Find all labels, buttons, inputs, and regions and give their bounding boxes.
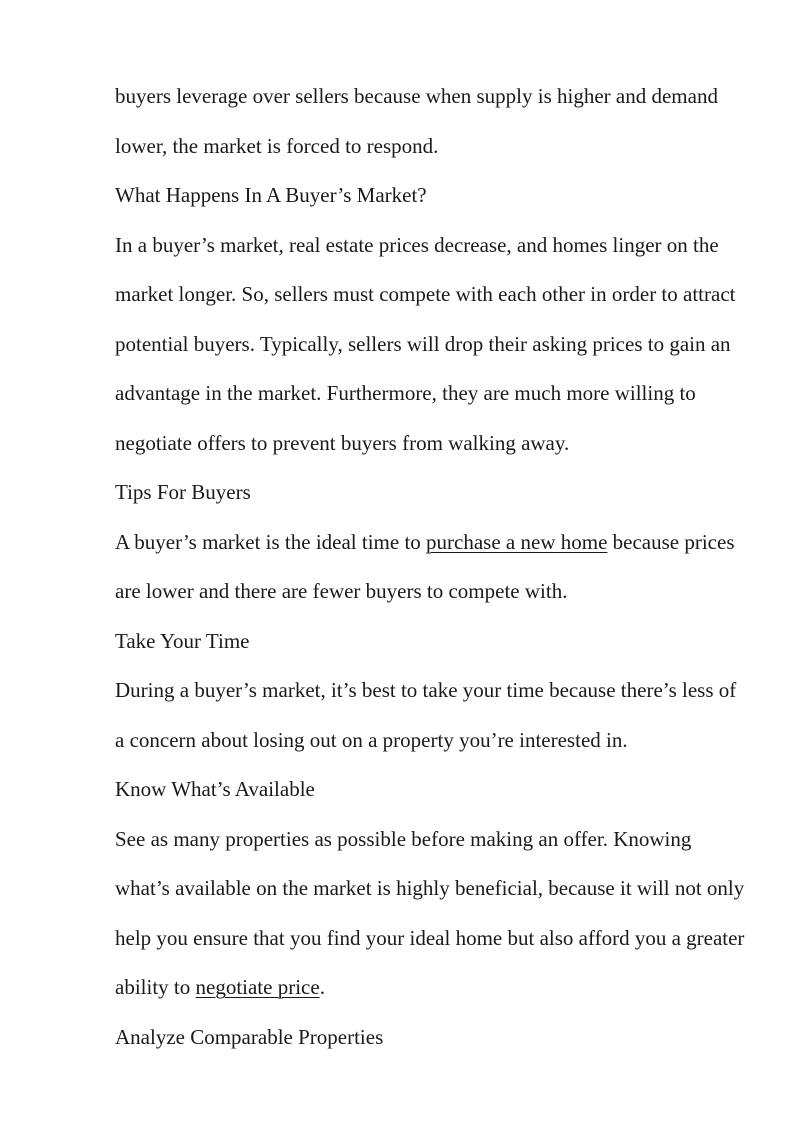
negotiate-price-link[interactable]: negotiate price — [195, 975, 320, 999]
heading-buyers-market: What Happens In A Buyer’s Market? — [115, 183, 427, 207]
paragraph-text: because prices are lower and there are fewer buyers to compete with. — [115, 529, 735, 603]
paragraph-know-whats-available — [115, 815, 745, 1013]
paragraph-supply-demand: buyers leverage over sellers because when supply is higher and demand lower, the market is forced to respond. — [115, 84, 718, 158]
purchase-new-home-link[interactable]: purchase a new home — [426, 529, 608, 554]
document-body — [115, 72, 745, 1062]
paragraph-text: . — [319, 975, 325, 999]
heading-take-your-time: Take Your Time — [115, 628, 250, 653]
heading-know-whats-available: Know What’s Available — [115, 777, 315, 801]
heading-analyze-comparable-properties: Analyze Comparable Properties — [115, 1024, 384, 1049]
paragraph-buyers-market: In a buyer’s market, real estate prices decrease, and homes linger on the market longer. So, sellers must compete with each other in order to attract potential buyers. Typically, sellers will drop their asking prices to gain an advantage in the market. Furthermore, they are much more willing to negotiate offers to prevent buyers from walking away. — [115, 232, 736, 455]
paragraph-tips-for-buyers — [115, 518, 745, 617]
paragraph-text: See as many properties as possible before making an offer. Knowing what’s available on the market is highly beneficial, because it will not only help you ensure that you find your ideal home but also afford you a greater ability to — [115, 826, 745, 999]
paragraph-text: A buyer’s market is the ideal time to — [115, 529, 427, 554]
heading-tips-for-buyers: Tips For Buyers — [115, 480, 251, 504]
paragraph-take-your-time: During a buyer’s market, it’s best to take your time because there’s less of a concern about losing out on a property you’re interested in. — [115, 678, 737, 752]
